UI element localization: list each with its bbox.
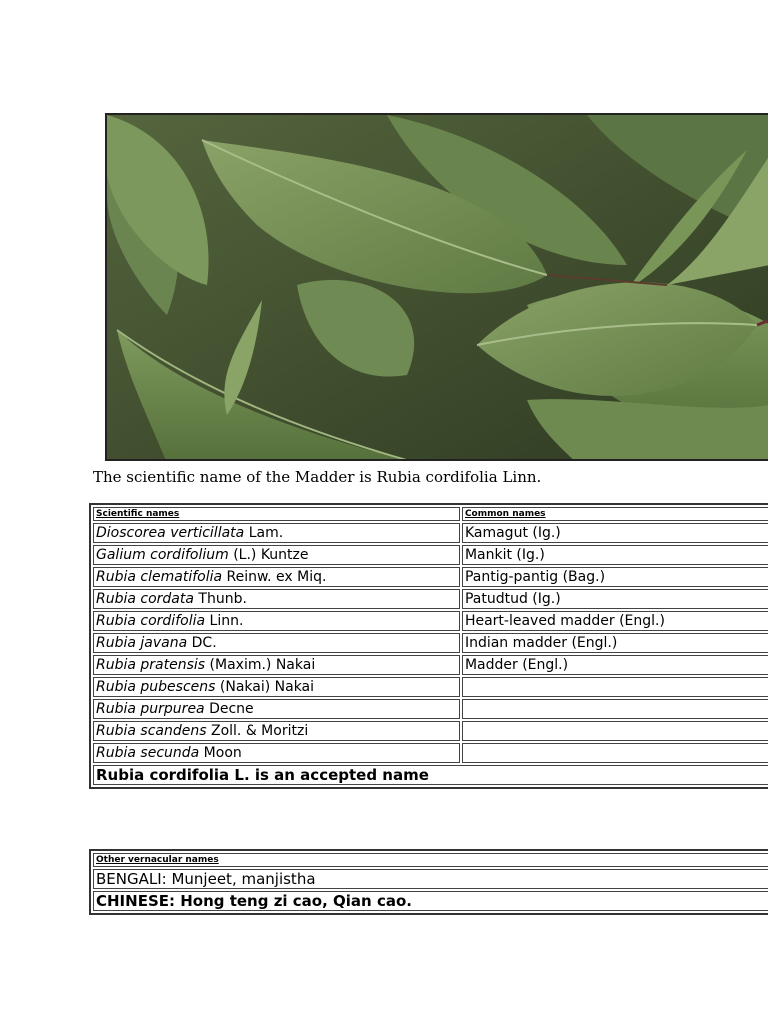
species-author: Reinw. ex Miq. xyxy=(222,569,327,585)
scientific-name-cell xyxy=(93,743,460,763)
table-footer-row xyxy=(93,765,768,785)
scientific-name-cell xyxy=(93,545,460,565)
common-name-cell: Indian madder (Engl.) xyxy=(462,633,768,653)
vernacular-names-table xyxy=(89,849,768,915)
table-row xyxy=(93,567,768,587)
scientific-name-cell xyxy=(93,655,460,675)
table-row xyxy=(93,743,768,763)
common-name-cell: Pantig-pantig (Bag.) xyxy=(462,567,768,587)
common-name-cell: Kamagut (Ig.) xyxy=(462,523,768,543)
scientific-names-header: Scientific names xyxy=(93,507,460,521)
species-name: Rubia cordifolia xyxy=(96,613,206,629)
species-name: Rubia pubescens xyxy=(96,679,216,695)
common-name-cell xyxy=(462,721,768,741)
scientific-name-cell xyxy=(93,611,460,631)
scientific-name-cell xyxy=(93,721,460,741)
species-name: Rubia secunda xyxy=(96,745,200,761)
leaf-illustration xyxy=(107,115,768,461)
common-name-cell: Mankit (Ig.) xyxy=(462,545,768,565)
common-name-cell: Madder (Engl.) xyxy=(462,655,768,675)
species-author: Decne xyxy=(204,701,254,717)
table-row xyxy=(93,699,768,719)
vernacular-names-header: Other vernacular names xyxy=(93,853,768,867)
species-name: Rubia scandens xyxy=(96,723,207,739)
table-row xyxy=(93,721,768,741)
chinese-names-cell: CHINESE: Hong teng zi cao, Qian cao. xyxy=(93,891,768,911)
scientific-names-table xyxy=(89,503,768,789)
photo-caption: The scientific name of the Madder is Rubia cordifolia Linn. xyxy=(93,468,542,486)
common-name-cell xyxy=(462,699,768,719)
scientific-name-cell xyxy=(93,699,460,719)
common-names-header: Common names xyxy=(462,507,768,521)
species-author: Thunb. xyxy=(193,591,247,607)
species-name: Rubia purpurea xyxy=(96,701,205,717)
table-row xyxy=(93,891,768,911)
species-name: Rubia javana xyxy=(96,635,188,651)
table-row xyxy=(93,869,768,889)
species-name: Dioscorea verticillata xyxy=(96,525,245,541)
species-author: (Nakai) Nakai xyxy=(215,679,315,695)
species-author: Zoll. & Moritzi xyxy=(206,723,309,739)
table-row xyxy=(93,633,768,653)
species-name: Rubia clematifolia xyxy=(96,569,223,585)
table-header-row xyxy=(93,507,768,521)
table-row xyxy=(93,589,768,609)
species-name: Rubia pratensis xyxy=(96,657,206,673)
accepted-name-note: Rubia cordifolia L. is an accepted name xyxy=(93,765,768,785)
scientific-name-cell xyxy=(93,677,460,697)
common-name-cell xyxy=(462,743,768,763)
bengali-names-cell: BENGALI: Munjeet, manjistha xyxy=(93,869,768,889)
species-name: Galium cordifolium xyxy=(96,547,229,563)
scientific-name-cell xyxy=(93,567,460,587)
table-row xyxy=(93,523,768,543)
table-row xyxy=(93,545,768,565)
common-name-cell: Patudtud (Ig.) xyxy=(462,589,768,609)
madder-leaves-photo xyxy=(105,113,768,461)
table-row xyxy=(93,611,768,631)
common-name-cell xyxy=(462,677,768,697)
species-author: (L.) Kuntze xyxy=(228,547,309,563)
species-author: Lam. xyxy=(244,525,284,541)
species-author: (Maxim.) Nakai xyxy=(205,657,316,673)
scientific-name-cell xyxy=(93,633,460,653)
table-row xyxy=(93,677,768,697)
table-header-row xyxy=(93,853,768,867)
species-author: Linn. xyxy=(205,613,244,629)
scientific-name-cell xyxy=(93,589,460,609)
common-name-cell: Heart-leaved madder (Engl.) xyxy=(462,611,768,631)
table-row xyxy=(93,655,768,675)
scientific-name-cell xyxy=(93,523,460,543)
species-author: Moon xyxy=(199,745,242,761)
species-author: DC. xyxy=(187,635,217,651)
species-name: Rubia cordata xyxy=(96,591,194,607)
